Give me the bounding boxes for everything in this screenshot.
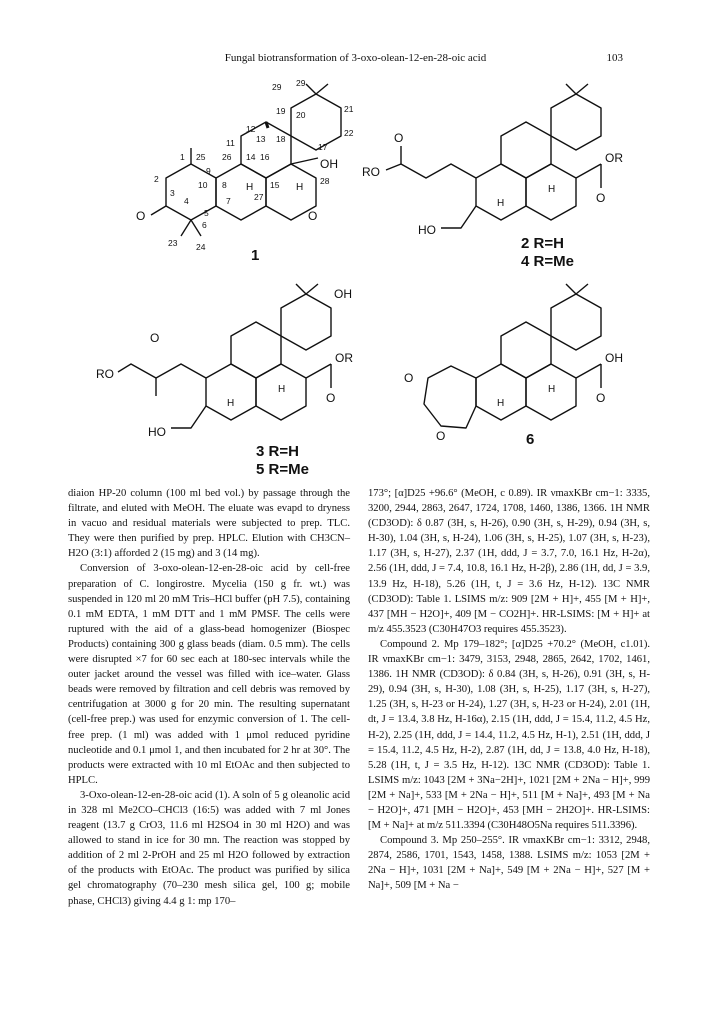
compound-label-2: 2 R=H [521, 235, 564, 252]
running-title: Fungal biotransformation of 3-oxo-olean-12-en-28-oic acid [224, 52, 487, 64]
svg-text:26: 26 [222, 152, 232, 162]
svg-text:1: 1 [180, 152, 185, 162]
svg-text:22: 22 [344, 128, 354, 138]
chemical-structures-figure [96, 78, 656, 478]
svg-text:16: 16 [260, 152, 270, 162]
compound-label-4: 4 R=Me [521, 253, 574, 270]
svg-text:8: 8 [222, 180, 227, 190]
svg-text:19: 19 [276, 106, 286, 116]
compound-label-3: 3 R=H [256, 443, 299, 460]
structure-3 [118, 284, 331, 428]
structures-svg [96, 78, 656, 478]
o-label-2: O [394, 131, 404, 145]
svg-text:4: 4 [184, 196, 189, 206]
paragraph-compound-3: Compound 3. Mp 250–255°. IR νmaxKBr cm−1: 3312, 2948, 2874, 2586, 1701, 1543, 1458, 1388. LSIMS m/z: 1053 [2M + 2Na − H]+, 1031 [2M + Na]+, 549 [M + 2Na − H]+, 527 [M + Na]+, 509 [M + Na − [368, 835, 650, 892]
ro-label-3: RO [96, 367, 114, 381]
or-label-2: OR [605, 151, 623, 165]
o-label-6: O [596, 391, 606, 405]
ro-label-2: RO [362, 165, 380, 179]
svg-text:9: 9 [206, 166, 211, 176]
o-label-3b: O [326, 391, 336, 405]
structure-6 [424, 284, 601, 428]
or-label-3: OR [335, 351, 353, 365]
svg-text:11: 11 [226, 138, 235, 148]
h-label-1b: H [246, 182, 254, 193]
svg-text:6: 6 [202, 220, 207, 230]
o-label-3: O [150, 331, 160, 345]
svg-text:21: 21 [344, 104, 354, 114]
svg-text:10: 10 [198, 180, 208, 190]
h-label-2: H [548, 184, 556, 195]
o-label-2b: O [596, 191, 606, 205]
oh-label-3: OH [334, 287, 352, 301]
svg-text:23: 23 [168, 238, 178, 248]
svg-text:7: 7 [226, 196, 231, 206]
svg-text:17: 17 [318, 142, 328, 152]
o-label-1b: O [136, 209, 146, 223]
page-number: 103 [606, 52, 623, 64]
h-label-6b: H [497, 398, 505, 409]
oh-label-6: OH [605, 351, 623, 365]
h-label-6: H [548, 384, 556, 395]
running-header [0, 52, 711, 68]
svg-text:18: 18 [276, 134, 286, 144]
svg-text:25: 25 [196, 152, 206, 162]
h-label-2b: H [497, 198, 505, 209]
o-label-1: O [308, 209, 318, 223]
svg-text:15: 15 [270, 180, 280, 190]
compound-label-1: 1 [251, 247, 260, 264]
svg-text:27: 27 [254, 192, 264, 202]
compound-label-5: 5 R=Me [256, 461, 309, 478]
svg-text:20: 20 [296, 110, 306, 120]
svg-text:29: 29 [296, 78, 306, 88]
compound-label-6: 6 [526, 431, 535, 448]
svg-text:14: 14 [246, 152, 256, 162]
paragraph-compound-1-data: 173°; [α]D25 +96.6° (MeOH, c 0.89). IR νmaxKBr cm−1: 3335, 3200, 2944, 2863, 2647, 1724, 1708, 1460, 1386, 1366. 1H NMR (CD3OD): δ 0.87 (3H, s, H-26), 0.90 (3H, s, H-29), 0.94 (3H, s, H-30), 1.04 (3H, s, H-24), 1.06 (3H, s, H-25), 1.07 (3H, s, H-23), 1.17 (3H, s, H-27), 2.37 (1H, ddd, J = 3.7, 7.0, 16.1 Hz, H-2α), 2.56 (1H, ddd, J = 7.4, 10.8, 16.1 Hz, H-2β), 2.86 (1H, dd, J = 3.9, 13.9 Hz, H-18), 5.26 (1H, t, J = 3.6 Hz, H-12). 13C NMR (CD3OD): Table 1. LSIMS m/z: 909 [2M + H]+, 455 [M + H]+, 437 [MH − H2O]+, 409 [M − CO2H]+. HR-LSIMS: [M + H]+ at m/z 455.3523 (C30H47O3 requires 455.3523). [368, 488, 650, 635]
h-label-3b: H [227, 398, 235, 409]
h-label-3: H [278, 384, 286, 395]
svg-text:28: 28 [320, 176, 330, 186]
svg-text:5: 5 [204, 208, 209, 218]
left-column [68, 486, 350, 909]
paragraph-compound-1-synthesis: 3-Oxo-olean-12-en-28-oic acid (1). A soln of 5 g oleanolic acid in 328 ml Me2CO–CHCl3 (16:5) was added with 7 ml Jones reagent (13.7 g CrO3, 11.6 ml H2SO4 in 30 ml H2O) and was allowed to stand in ice for 30 mn. The reaction was stopped by addition of 2 ml 2-PrOH and 25 ml H2O followed by extraction of the products with EtOAc. The product was purified by silica gel chromatography (70–230 mesh silica gel, 100 g; mobile phase, CHCl3) giving 4.4 g 1: mp 170– [68, 789, 350, 907]
svg-text:12: 12 [246, 124, 256, 134]
ho-label-3: HO [148, 425, 166, 439]
o-label-6c: O [436, 429, 446, 443]
svg-text:29: 29 [272, 82, 282, 92]
ho-label-2: HO [418, 223, 436, 237]
svg-text:3: 3 [170, 188, 175, 198]
oh-label-1: OH [320, 157, 338, 171]
paragraph-extraction: diaion HP-20 column (100 ml bed vol.) by passage through the filtrate, and eluted with MeOH. The eluate was evapd to dryness in vacuo and residual materials were subjected to prep. TLC. They were then purified by prep. HPLC. Elution with CH3CN–H2O (3:1) afforded 2 (15 mg) and 3 (14 mg). [68, 488, 350, 560]
paragraph-cell-free-conversion: Conversion of 3-oxo-olean-12-en-28-oic acid by cell-free preparation of C. longirostre. Mycelia (150 g fr. wt.) was suspended in 120 ml 20 mM Tris–HCl buffer (pH 7.5), containing 0.1 mM EDTA, 1 mM DTT and 1 mM PMSF. The cells were ruptured with the aid of a glass-bead homogenizer (Biospec Products) containing 300 g glass beads (diam. 0.5 mm). The cells were disrupted ×7 for 60 sec each at 180-sec intervals while the outer jacket around the vessel was filled with ice–water. Glass beads were removed by filtration and cell debris was removed by centrifugation at 3000 g for 20 min. The resulting supernatant (cell-free prep.) was used for enzymic conversion of 1. The cell-free prep. (1 ml) was added with 1 μmol reduced pyridine nucleotide and 0.1 μmol 1, and then incubated for 2 hr at 30°. The products were extracted with 10 ml EtOAc and then subjected to HPLC. [68, 563, 350, 786]
structure-2 [386, 84, 601, 228]
svg-text:13: 13 [256, 134, 266, 144]
svg-text:24: 24 [196, 242, 206, 252]
paragraph-compound-2: Compound 2. Mp 179–182°; [α]D25 +70.2° (MeOH, c1.01). IR νmaxKBr cm−1: 3479, 3153, 2948, 2865, 2642, 1702, 1461, 1386. 1H NMR (CD3OD): δ 0.84 (3H, s, H-26), 0.91 (3H, s, H-29), 0.94 (3H, s, H-30), 1.08 (3H, s, H-25), 1.17 (3H, s, H-27), 1.25 (3H, s, H-23 or H-24), 1.27 (3H, s, H-23 or H-24), 2.01 (1H, dt, J = 13.4, 3.8 Hz, H-16α), 2.15 (1H, ddd, J = 15.4, 11.2, 4.5 Hz, H-2), 2.25 (1H, ddd, J = 14.4, 11.2, 4.5 Hz, H-1), 2.51 (1H, ddd, J = 15.4, 11.2, 4.5 Hz, H-2), 2.87 (1H, dd, J = 13.8, 4.0 Hz, H-18), 5.28 (1H, t, J = 3.5 Hz, H-12). 13C NMR (CD3OD): Table 1. LSIMS m/z: 1043 [2M + 3Na−2H]+, 1021 [2M + 2Na − H]+, 999 [2M + Na]+, 533 [M + 2Na − H]+, 511 [M + Na]+, 493 [M + Na − H2O]+, 471 [MH − H2O]+, 453 [MH − 2H2O]+. HR-LSIMS: [M + Na]+ at m/z 511.3394 (C30H48O5Na requires 511.3396). [368, 638, 650, 832]
right-column [368, 486, 650, 894]
h-label-1: H [296, 182, 304, 193]
o-label-6b: O [404, 371, 414, 385]
svg-text:2: 2 [154, 174, 159, 184]
